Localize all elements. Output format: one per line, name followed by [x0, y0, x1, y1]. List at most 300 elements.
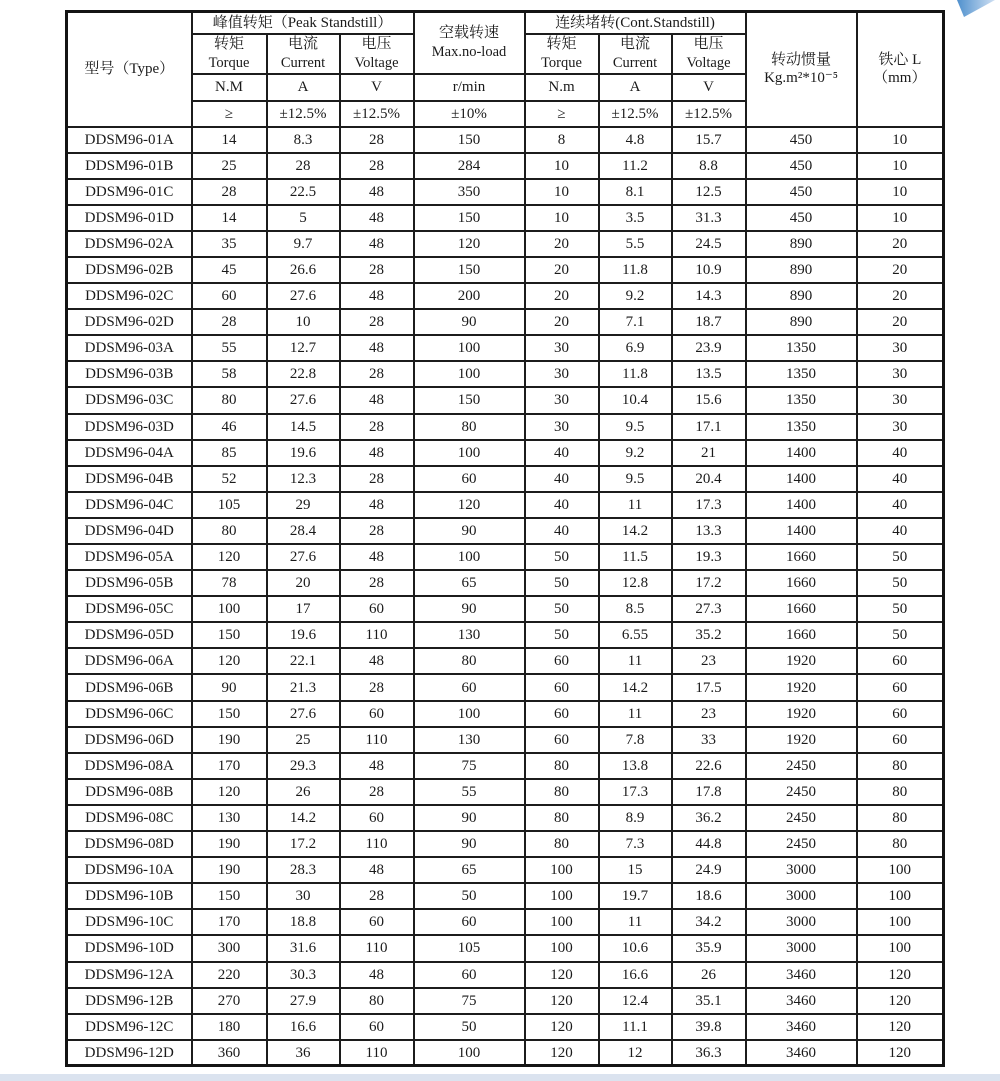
cont_voltage-cell: 22.6: [672, 753, 746, 779]
peak_current-cell: 25: [267, 727, 340, 753]
peak_torque-cell: 14: [192, 205, 267, 231]
model-cell: DDSM96-10D: [67, 935, 192, 961]
peak_current-cell: 27.6: [267, 387, 340, 413]
peak_current-cell: 28.4: [267, 518, 340, 544]
cont_current-cell: 3.5: [599, 205, 672, 231]
inertia-cell: 2450: [746, 805, 857, 831]
peak_voltage-cell: 48: [340, 857, 414, 883]
core_length-cell: 50: [857, 622, 944, 648]
inertia-cell: 2450: [746, 779, 857, 805]
table-row: [67, 883, 944, 909]
model-cell: DDSM96-04B: [67, 466, 192, 492]
core_length-cell: 50: [857, 570, 944, 596]
unit-peak-voltage: V: [340, 74, 414, 101]
peak_torque-cell: 78: [192, 570, 267, 596]
cont_current-cell: 7.8: [599, 727, 672, 753]
table-row: [67, 257, 944, 283]
peak_voltage-cell: 28: [340, 361, 414, 387]
peak_current-cell: 27.9: [267, 988, 340, 1014]
model-cell: DDSM96-04D: [67, 518, 192, 544]
cont_torque-cell: 60: [525, 674, 599, 700]
peak_current-cell: 28.3: [267, 857, 340, 883]
peak_current-cell: 29.3: [267, 753, 340, 779]
inertia-cell: 1350: [746, 414, 857, 440]
core_length-cell: 40: [857, 518, 944, 544]
cont_voltage-cell: 35.2: [672, 622, 746, 648]
cont_voltage-cell: 13.5: [672, 361, 746, 387]
cont_torque-cell: 100: [525, 883, 599, 909]
peak_current-cell: 20: [267, 570, 340, 596]
cont_current-cell: 7.1: [599, 309, 672, 335]
cont_current-cell: 4.8: [599, 127, 672, 153]
cont_voltage-cell: 23: [672, 648, 746, 674]
noload_speed-cell: 65: [414, 570, 525, 596]
inertia-cell: 890: [746, 283, 857, 309]
inertia-cell: 890: [746, 309, 857, 335]
cont-voltage-en: Voltage: [686, 54, 731, 71]
noload_speed-cell: 150: [414, 387, 525, 413]
noload_speed-cell: 90: [414, 309, 525, 335]
noload_speed-cell: 120: [414, 231, 525, 257]
model-cell: DDSM96-12C: [67, 1014, 192, 1040]
core_length-cell: 60: [857, 648, 944, 674]
peak_voltage-cell: 110: [340, 1040, 414, 1066]
core_length-cell: 50: [857, 596, 944, 622]
peak_voltage-cell: 48: [340, 753, 414, 779]
cont_voltage-cell: 19.3: [672, 544, 746, 570]
core_length-cell: 80: [857, 805, 944, 831]
cont_voltage-cell: 13.3: [672, 518, 746, 544]
peak_torque-cell: 52: [192, 466, 267, 492]
cont_voltage-cell: 24.5: [672, 231, 746, 257]
cont_current-cell: 9.2: [599, 440, 672, 466]
table-row: [67, 361, 944, 387]
peak_voltage-cell: 60: [340, 701, 414, 727]
inertia-cell: 2450: [746, 753, 857, 779]
core_length-cell: 10: [857, 179, 944, 205]
cont-torque-en: Torque: [541, 54, 582, 71]
cont_voltage-cell: 17.8: [672, 779, 746, 805]
model-cell: DDSM96-01B: [67, 153, 192, 179]
table-row: [67, 440, 944, 466]
cont_torque-cell: 60: [525, 701, 599, 727]
core_length-cell: 120: [857, 988, 944, 1014]
noload_speed-cell: 100: [414, 361, 525, 387]
peak_voltage-cell: 48: [340, 179, 414, 205]
core_length-cell: 80: [857, 779, 944, 805]
model-cell: DDSM96-02A: [67, 231, 192, 257]
core_length-cell: 120: [857, 962, 944, 988]
cont_torque-cell: 30: [525, 387, 599, 413]
model-cell: DDSM96-12A: [67, 962, 192, 988]
inertia-cell: 3000: [746, 935, 857, 961]
cont-current-cn: 电流: [620, 36, 651, 53]
cont_current-cell: 16.6: [599, 962, 672, 988]
table-row: [67, 909, 944, 935]
cont_torque-cell: 80: [525, 805, 599, 831]
cont_current-cell: 11.2: [599, 153, 672, 179]
peak_torque-cell: 80: [192, 387, 267, 413]
cont_current-cell: 14.2: [599, 674, 672, 700]
motor-spec-table: [65, 10, 945, 1067]
peak_current-cell: 17.2: [267, 831, 340, 857]
cont_torque-cell: 50: [525, 622, 599, 648]
model-cell: DDSM96-02B: [67, 257, 192, 283]
inertia-cell: 450: [746, 179, 857, 205]
peak_current-cell: 5: [267, 205, 340, 231]
noload_speed-cell: 100: [414, 701, 525, 727]
cont_current-cell: 13.8: [599, 753, 672, 779]
peak_torque-cell: 85: [192, 440, 267, 466]
cont_voltage-cell: 12.5: [672, 179, 746, 205]
peak_current-cell: 27.6: [267, 283, 340, 309]
peak_torque-cell: 170: [192, 909, 267, 935]
cont_torque-cell: 30: [525, 414, 599, 440]
cont_torque-cell: 10: [525, 153, 599, 179]
table-row: [67, 857, 944, 883]
noload_speed-cell: 105: [414, 935, 525, 961]
col-header-peak-torque: [192, 34, 267, 74]
model-cell: DDSM96-03C: [67, 387, 192, 413]
peak_torque-cell: 170: [192, 753, 267, 779]
col-header-type: 型号（Type）: [67, 12, 192, 127]
peak_current-cell: 9.7: [267, 231, 340, 257]
peak_current-cell: 30.3: [267, 962, 340, 988]
inertia-cell: 450: [746, 153, 857, 179]
peak_voltage-cell: 48: [340, 283, 414, 309]
inertia-cell: 1400: [746, 518, 857, 544]
peak-voltage-cn: 电压: [361, 36, 392, 53]
noload_speed-cell: 100: [414, 544, 525, 570]
cont_current-cell: 11.5: [599, 544, 672, 570]
inertia-cell: 1350: [746, 361, 857, 387]
inertia-label-cn: 转动惯量: [771, 51, 832, 68]
peak_current-cell: 19.6: [267, 622, 340, 648]
col-header-cont-torque: [525, 34, 599, 74]
tolerance-peak-torque: ≥: [192, 101, 267, 127]
peak-voltage-en: Voltage: [354, 54, 399, 71]
inertia-cell: 1920: [746, 727, 857, 753]
peak-torque-en: Torque: [208, 54, 250, 71]
tolerance-cont-voltage: ±12.5%: [672, 101, 746, 127]
peak_current-cell: 8.3: [267, 127, 340, 153]
peak_torque-cell: 130: [192, 805, 267, 831]
inertia-cell: 2450: [746, 831, 857, 857]
peak_torque-cell: 25: [192, 153, 267, 179]
table-row: [67, 727, 944, 753]
table-row: [67, 674, 944, 700]
noload_speed-cell: 90: [414, 831, 525, 857]
cont_torque-cell: 20: [525, 309, 599, 335]
noload_speed-cell: 100: [414, 440, 525, 466]
tolerance-peak-current: ±12.5%: [267, 101, 340, 127]
cont_current-cell: 11: [599, 909, 672, 935]
cont_voltage-cell: 20.4: [672, 466, 746, 492]
peak_current-cell: 14.5: [267, 414, 340, 440]
peak_voltage-cell: 60: [340, 805, 414, 831]
peak_torque-cell: 300: [192, 935, 267, 961]
cont_torque-cell: 120: [525, 962, 599, 988]
cont_voltage-cell: 33: [672, 727, 746, 753]
model-cell: DDSM96-10A: [67, 857, 192, 883]
model-cell: DDSM96-04C: [67, 492, 192, 518]
cont_torque-cell: 120: [525, 1040, 599, 1066]
peak_voltage-cell: 60: [340, 1014, 414, 1040]
peak_current-cell: 10: [267, 309, 340, 335]
cont-current-en: Current: [612, 54, 658, 71]
table-row: [67, 570, 944, 596]
noload_speed-cell: 130: [414, 727, 525, 753]
col-header-inertia: [746, 12, 857, 127]
inertia-cell: 3000: [746, 909, 857, 935]
model-cell: DDSM96-06D: [67, 727, 192, 753]
model-cell: DDSM96-05D: [67, 622, 192, 648]
noload_speed-cell: 80: [414, 648, 525, 674]
noload_speed-cell: 60: [414, 909, 525, 935]
peak_torque-cell: 180: [192, 1014, 267, 1040]
inertia-label-unit: Kg.m²*10⁻⁵: [764, 70, 838, 87]
unit-noload-speed: r/min: [414, 74, 525, 101]
table-row: [67, 648, 944, 674]
unit-peak-torque: N.M: [192, 74, 267, 101]
inertia-cell: 1660: [746, 544, 857, 570]
table-row: [67, 962, 944, 988]
core-label-unit: （mm）: [873, 70, 927, 87]
noload_speed-cell: 65: [414, 857, 525, 883]
peak_torque-cell: 35: [192, 231, 267, 257]
peak_torque-cell: 58: [192, 361, 267, 387]
peak_current-cell: 22.1: [267, 648, 340, 674]
cont_torque-cell: 60: [525, 727, 599, 753]
cont_voltage-cell: 21: [672, 440, 746, 466]
noload_speed-cell: 50: [414, 1014, 525, 1040]
tolerance-noload-speed: ±10%: [414, 101, 525, 127]
peak_torque-cell: 150: [192, 883, 267, 909]
core_length-cell: 100: [857, 883, 944, 909]
cont_current-cell: 8.9: [599, 805, 672, 831]
peak_torque-cell: 220: [192, 962, 267, 988]
peak_current-cell: 12.3: [267, 466, 340, 492]
cont_torque-cell: 40: [525, 518, 599, 544]
table-row: [67, 622, 944, 648]
inertia-cell: 1350: [746, 387, 857, 413]
cont_torque-cell: 20: [525, 283, 599, 309]
bottom-page-band: [0, 1074, 1000, 1081]
cont_voltage-cell: 39.8: [672, 1014, 746, 1040]
cont_torque-cell: 40: [525, 492, 599, 518]
model-cell: DDSM96-05B: [67, 570, 192, 596]
table-row: [67, 127, 944, 153]
noload_speed-cell: 100: [414, 1040, 525, 1066]
noload_speed-cell: 75: [414, 988, 525, 1014]
col-header-peak-voltage: [340, 34, 414, 74]
inertia-cell: 1350: [746, 335, 857, 361]
table-body: [67, 127, 944, 1066]
cont_torque-cell: 50: [525, 570, 599, 596]
cont_torque-cell: 50: [525, 596, 599, 622]
inertia-cell: 1920: [746, 648, 857, 674]
cont_voltage-cell: 23: [672, 701, 746, 727]
cont_voltage-cell: 17.2: [672, 570, 746, 596]
peak_current-cell: 31.6: [267, 935, 340, 961]
core_length-cell: 100: [857, 935, 944, 961]
peak_voltage-cell: 48: [340, 231, 414, 257]
table-row: [67, 387, 944, 413]
tolerance-cont-torque: ≥: [525, 101, 599, 127]
inertia-cell: 1400: [746, 492, 857, 518]
cont_current-cell: 6.9: [599, 335, 672, 361]
cont_voltage-cell: 23.9: [672, 335, 746, 361]
cont_voltage-cell: 36.2: [672, 805, 746, 831]
unit-peak-current: A: [267, 74, 340, 101]
inertia-cell: 3460: [746, 1014, 857, 1040]
inertia-cell: 3460: [746, 962, 857, 988]
cont_torque-cell: 20: [525, 257, 599, 283]
table-row: [67, 596, 944, 622]
model-cell: DDSM96-10B: [67, 883, 192, 909]
table-row: [67, 805, 944, 831]
peak_voltage-cell: 110: [340, 727, 414, 753]
noload_speed-cell: 60: [414, 962, 525, 988]
peak_current-cell: 29: [267, 492, 340, 518]
cont_current-cell: 8.5: [599, 596, 672, 622]
core_length-cell: 30: [857, 335, 944, 361]
peak_voltage-cell: 28: [340, 674, 414, 700]
core_length-cell: 20: [857, 257, 944, 283]
cont_torque-cell: 30: [525, 361, 599, 387]
cont_current-cell: 9.5: [599, 466, 672, 492]
cont_torque-cell: 8: [525, 127, 599, 153]
col-header-noload-speed: [414, 12, 525, 74]
peak_torque-cell: 190: [192, 831, 267, 857]
peak_current-cell: 27.6: [267, 701, 340, 727]
peak_voltage-cell: 28: [340, 779, 414, 805]
peak_voltage-cell: 28: [340, 570, 414, 596]
noload-label-cn: 空载转速: [439, 25, 500, 42]
core_length-cell: 10: [857, 153, 944, 179]
cont_current-cell: 11.8: [599, 361, 672, 387]
noload_speed-cell: 80: [414, 414, 525, 440]
peak_current-cell: 26.6: [267, 257, 340, 283]
cont_current-cell: 19.7: [599, 883, 672, 909]
core_length-cell: 50: [857, 544, 944, 570]
table-row: [67, 935, 944, 961]
peak_torque-cell: 150: [192, 701, 267, 727]
peak_voltage-cell: 48: [340, 205, 414, 231]
peak_torque-cell: 45: [192, 257, 267, 283]
peak_torque-cell: 100: [192, 596, 267, 622]
peak_voltage-cell: 48: [340, 544, 414, 570]
inertia-cell: 890: [746, 231, 857, 257]
peak_voltage-cell: 28: [340, 257, 414, 283]
table-row: [67, 283, 944, 309]
core_length-cell: 30: [857, 387, 944, 413]
table-row: [67, 309, 944, 335]
core_length-cell: 100: [857, 909, 944, 935]
table-row: [67, 518, 944, 544]
cont_current-cell: 8.1: [599, 179, 672, 205]
col-group-peak-standstill: 峰值转矩（Peak Standstill）: [192, 12, 414, 34]
cont-torque-cn: 转矩: [546, 36, 577, 53]
peak_torque-cell: 105: [192, 492, 267, 518]
inertia-cell: 1660: [746, 622, 857, 648]
peak_current-cell: 30: [267, 883, 340, 909]
model-cell: DDSM96-03D: [67, 414, 192, 440]
table-row: [67, 179, 944, 205]
cont_voltage-cell: 17.5: [672, 674, 746, 700]
col-header-cont-voltage: [672, 34, 746, 74]
cont_torque-cell: 40: [525, 440, 599, 466]
peak_voltage-cell: 28: [340, 127, 414, 153]
inertia-cell: 1660: [746, 596, 857, 622]
corner-arrow-icon: [951, 0, 997, 20]
peak_voltage-cell: 48: [340, 492, 414, 518]
peak_torque-cell: 270: [192, 988, 267, 1014]
cont_torque-cell: 10: [525, 179, 599, 205]
peak_voltage-cell: 80: [340, 988, 414, 1014]
inertia-cell: 450: [746, 127, 857, 153]
peak_torque-cell: 28: [192, 309, 267, 335]
inertia-cell: 1400: [746, 466, 857, 492]
peak_current-cell: 22.5: [267, 179, 340, 205]
peak_voltage-cell: 48: [340, 440, 414, 466]
peak_current-cell: 27.6: [267, 544, 340, 570]
unit-cont-current: A: [599, 74, 672, 101]
core_length-cell: 100: [857, 857, 944, 883]
cont_voltage-cell: 14.3: [672, 283, 746, 309]
core_length-cell: 80: [857, 831, 944, 857]
cont_voltage-cell: 35.9: [672, 935, 746, 961]
core_length-cell: 60: [857, 727, 944, 753]
peak_current-cell: 17: [267, 596, 340, 622]
noload_speed-cell: 90: [414, 596, 525, 622]
cont_voltage-cell: 10.9: [672, 257, 746, 283]
core_length-cell: 10: [857, 205, 944, 231]
cont_current-cell: 17.3: [599, 779, 672, 805]
cont_torque-cell: 40: [525, 466, 599, 492]
model-cell: DDSM96-04A: [67, 440, 192, 466]
model-cell: DDSM96-01D: [67, 205, 192, 231]
core_length-cell: 120: [857, 1040, 944, 1066]
table-row: [67, 205, 944, 231]
table-row: [67, 544, 944, 570]
cont_current-cell: 10.4: [599, 387, 672, 413]
inertia-cell: 1920: [746, 701, 857, 727]
peak_torque-cell: 46: [192, 414, 267, 440]
cont_voltage-cell: 36.3: [672, 1040, 746, 1066]
cont_current-cell: 7.3: [599, 831, 672, 857]
table-row: [67, 988, 944, 1014]
cont-voltage-cn: 电压: [693, 36, 724, 53]
core_length-cell: 20: [857, 231, 944, 257]
model-cell: DDSM96-03A: [67, 335, 192, 361]
cont_current-cell: 14.2: [599, 518, 672, 544]
inertia-cell: 1660: [746, 570, 857, 596]
cont_current-cell: 5.5: [599, 231, 672, 257]
cont_current-cell: 6.55: [599, 622, 672, 648]
cont_current-cell: 12.4: [599, 988, 672, 1014]
core_length-cell: 120: [857, 1014, 944, 1040]
cont_current-cell: 11.8: [599, 257, 672, 283]
cont_voltage-cell: 17.3: [672, 492, 746, 518]
cont_current-cell: 11: [599, 648, 672, 674]
core_length-cell: 20: [857, 283, 944, 309]
cont_torque-cell: 120: [525, 1014, 599, 1040]
col-header-peak-current: [267, 34, 340, 74]
peak_current-cell: 18.8: [267, 909, 340, 935]
cont_torque-cell: 80: [525, 779, 599, 805]
core_length-cell: 30: [857, 414, 944, 440]
